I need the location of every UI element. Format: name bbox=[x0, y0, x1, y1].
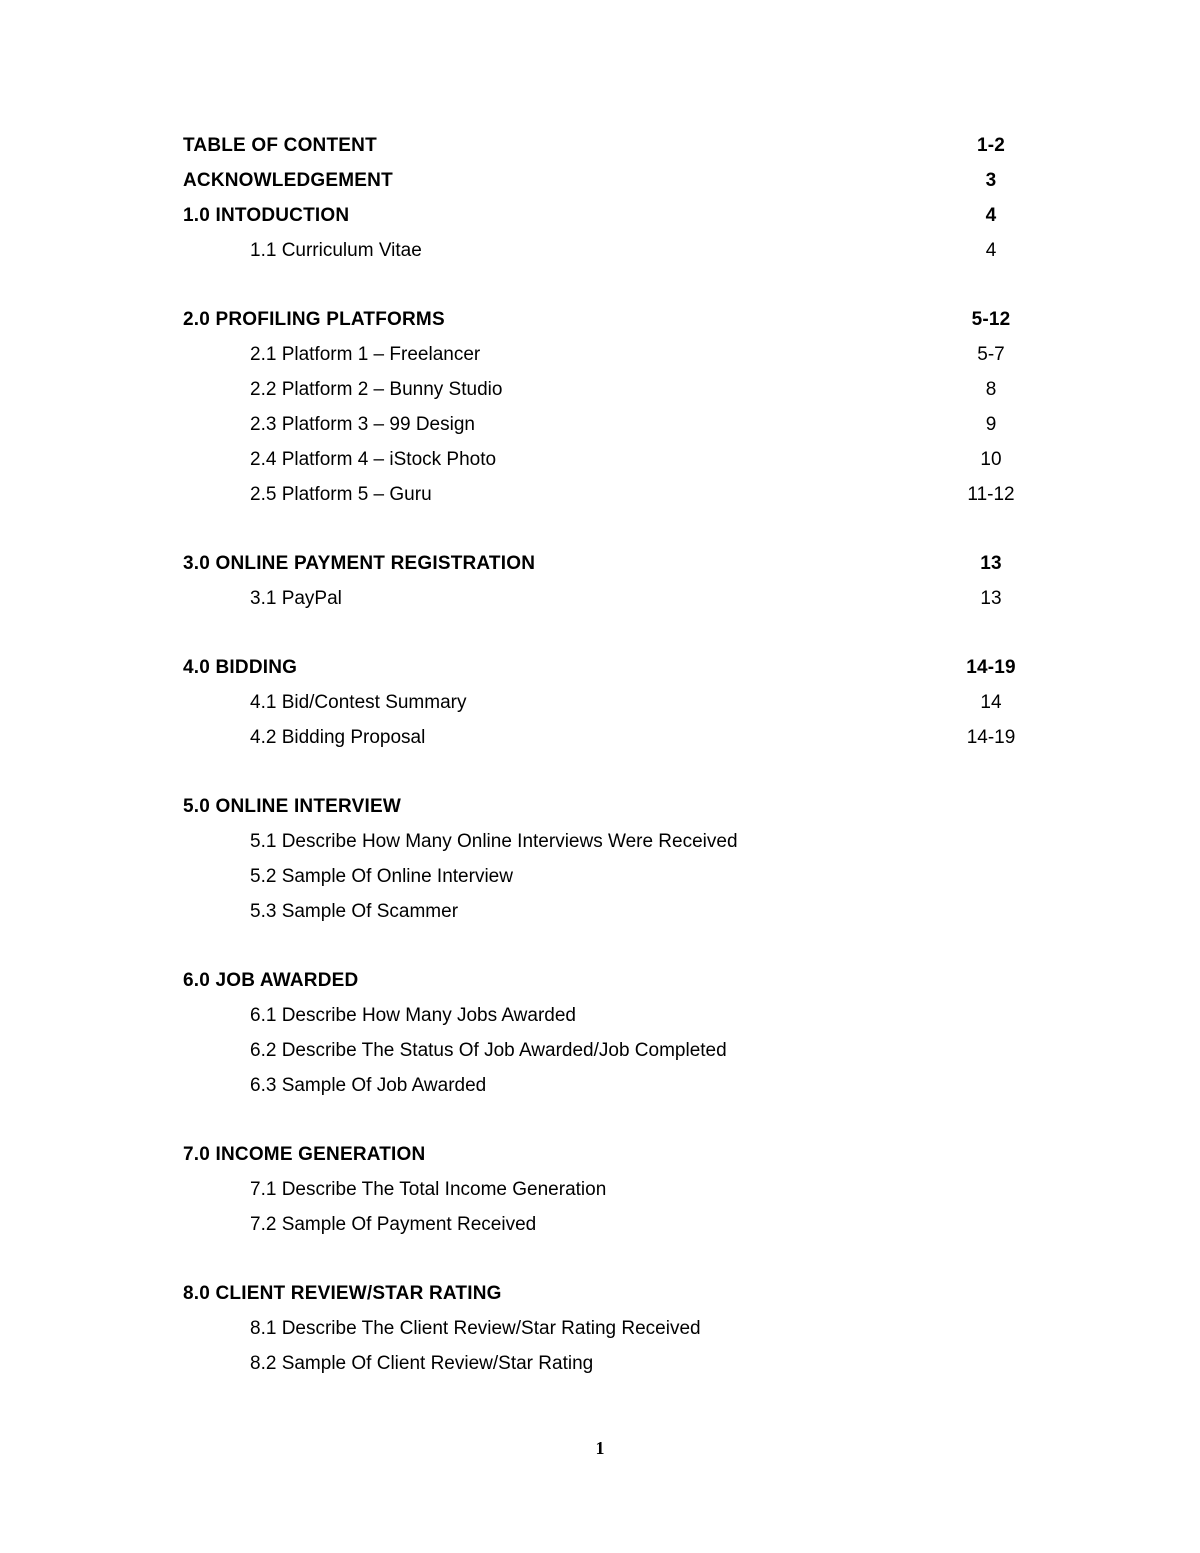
toc-heading-row bbox=[183, 963, 1043, 998]
toc-heading-label: 8.0 CLIENT REVIEW/STAR RATING bbox=[183, 1283, 502, 1304]
toc-subitem-label: 2.5 Platform 5 – Guru bbox=[250, 484, 432, 505]
toc-subitem-row bbox=[183, 720, 1043, 755]
toc-subitem-page: 8 bbox=[985, 379, 997, 400]
page-number: 1 bbox=[595, 1438, 605, 1458]
toc-heading-label: ACKNOWLEDGEMENT bbox=[183, 170, 393, 191]
toc-heading-row bbox=[183, 789, 1043, 824]
toc-subitem-row bbox=[183, 233, 1043, 268]
toc-subitem-page: 11-12 bbox=[967, 484, 1015, 505]
toc-heading-row bbox=[183, 302, 1043, 337]
table-of-contents bbox=[183, 128, 1043, 1381]
toc-subitem-label: 4.2 Bidding Proposal bbox=[250, 727, 426, 748]
toc-subitem-row bbox=[183, 442, 1043, 477]
toc-subitem-label: 2.4 Platform 4 – iStock Photo bbox=[250, 449, 497, 470]
toc-heading-row bbox=[183, 1276, 1043, 1311]
toc-heading-row bbox=[183, 650, 1043, 685]
toc-subitem-page: 13 bbox=[980, 588, 1002, 609]
toc-subitem-label: 8.2 Sample Of Client Review/Star Rating bbox=[250, 1353, 594, 1374]
toc-subitem-page: 4 bbox=[985, 240, 997, 261]
toc-heading-row bbox=[183, 128, 1043, 163]
toc-subitem-row bbox=[183, 998, 1043, 1033]
toc-heading-page: 14-19 bbox=[966, 657, 1016, 678]
toc-heading-row bbox=[183, 198, 1043, 233]
toc-heading-label: 1.0 INTODUCTION bbox=[183, 205, 350, 226]
toc-subitem-label: 3.1 PayPal bbox=[250, 588, 342, 609]
toc-subitem-row bbox=[183, 1068, 1043, 1103]
toc-subitem-label: 5.2 Sample Of Online Interview bbox=[250, 866, 513, 887]
toc-subitem-row bbox=[183, 1311, 1043, 1346]
toc-subitem-label: 6.2 Describe The Status Of Job Awarded/Job Completed bbox=[250, 1040, 727, 1061]
toc-subitem-label: 2.3 Platform 3 – 99 Design bbox=[250, 414, 475, 435]
toc-subitem-label: 5.3 Sample Of Scammer bbox=[250, 901, 459, 922]
toc-subitem-row bbox=[183, 407, 1043, 442]
toc-subitem-row bbox=[183, 581, 1043, 616]
toc-subitem-label: 4.1 Bid/Contest Summary bbox=[250, 692, 467, 713]
toc-heading-label: 7.0 INCOME GENERATION bbox=[183, 1144, 426, 1165]
toc-subitem-page: 14 bbox=[980, 692, 1002, 713]
toc-subitem-row bbox=[183, 1172, 1043, 1207]
toc-subitem-row bbox=[183, 824, 1043, 859]
toc-subitem-page: 9 bbox=[985, 414, 997, 435]
toc-heading-page: 13 bbox=[980, 553, 1002, 574]
toc-subitem-label: 2.2 Platform 2 – Bunny Studio bbox=[250, 379, 503, 400]
toc-subitem-label: 6.1 Describe How Many Jobs Awarded bbox=[250, 1005, 576, 1026]
toc-heading-label: 3.0 ONLINE PAYMENT REGISTRATION bbox=[183, 553, 536, 574]
toc-subitem-label: 7.2 Sample Of Payment Received bbox=[250, 1214, 537, 1235]
toc-heading-page: 3 bbox=[985, 170, 997, 191]
toc-subitem-row bbox=[183, 685, 1043, 720]
toc-subitem-label: 8.1 Describe The Client Review/Star Rating Received bbox=[250, 1318, 701, 1339]
toc-subitem-page: 5-7 bbox=[977, 344, 1005, 365]
toc-subitem-label: 7.1 Describe The Total Income Generation bbox=[250, 1179, 607, 1200]
toc-subitem-label: 1.1 Curriculum Vitae bbox=[250, 240, 422, 261]
toc-heading-row bbox=[183, 1137, 1043, 1172]
toc-subitem-label: 5.1 Describe How Many Online Interviews Were Received bbox=[250, 831, 738, 852]
toc-heading-label: 5.0 ONLINE INTERVIEW bbox=[183, 796, 401, 817]
toc-subitem-row bbox=[183, 1207, 1043, 1242]
toc-heading-label: 4.0 BIDDING bbox=[183, 657, 298, 678]
toc-subitem-page: 14-19 bbox=[966, 727, 1016, 748]
toc-heading-page: 5-12 bbox=[971, 309, 1011, 330]
toc-heading-page: 1-2 bbox=[976, 135, 1006, 156]
toc-subitem-row bbox=[183, 1033, 1043, 1068]
toc-subitem-row bbox=[183, 477, 1043, 512]
toc-subitem-label: 2.1 Platform 1 – Freelancer bbox=[250, 344, 481, 365]
toc-heading-label: 6.0 JOB AWARDED bbox=[183, 970, 359, 991]
toc-heading-label: 2.0 PROFILING PLATFORMS bbox=[183, 309, 445, 330]
toc-heading-label: TABLE OF CONTENT bbox=[183, 135, 377, 156]
toc-subitem-row bbox=[183, 337, 1043, 372]
toc-subitem-row bbox=[183, 1346, 1043, 1381]
toc-subitem-row bbox=[183, 859, 1043, 894]
toc-subitem-row bbox=[183, 894, 1043, 929]
toc-heading-row bbox=[183, 546, 1043, 581]
toc-subitem-label: 6.3 Sample Of Job Awarded bbox=[250, 1075, 487, 1096]
toc-subitem-page: 10 bbox=[980, 449, 1002, 470]
toc-heading-page: 4 bbox=[985, 205, 997, 226]
toc-subitem-row bbox=[183, 372, 1043, 407]
toc-heading-row bbox=[183, 163, 1043, 198]
